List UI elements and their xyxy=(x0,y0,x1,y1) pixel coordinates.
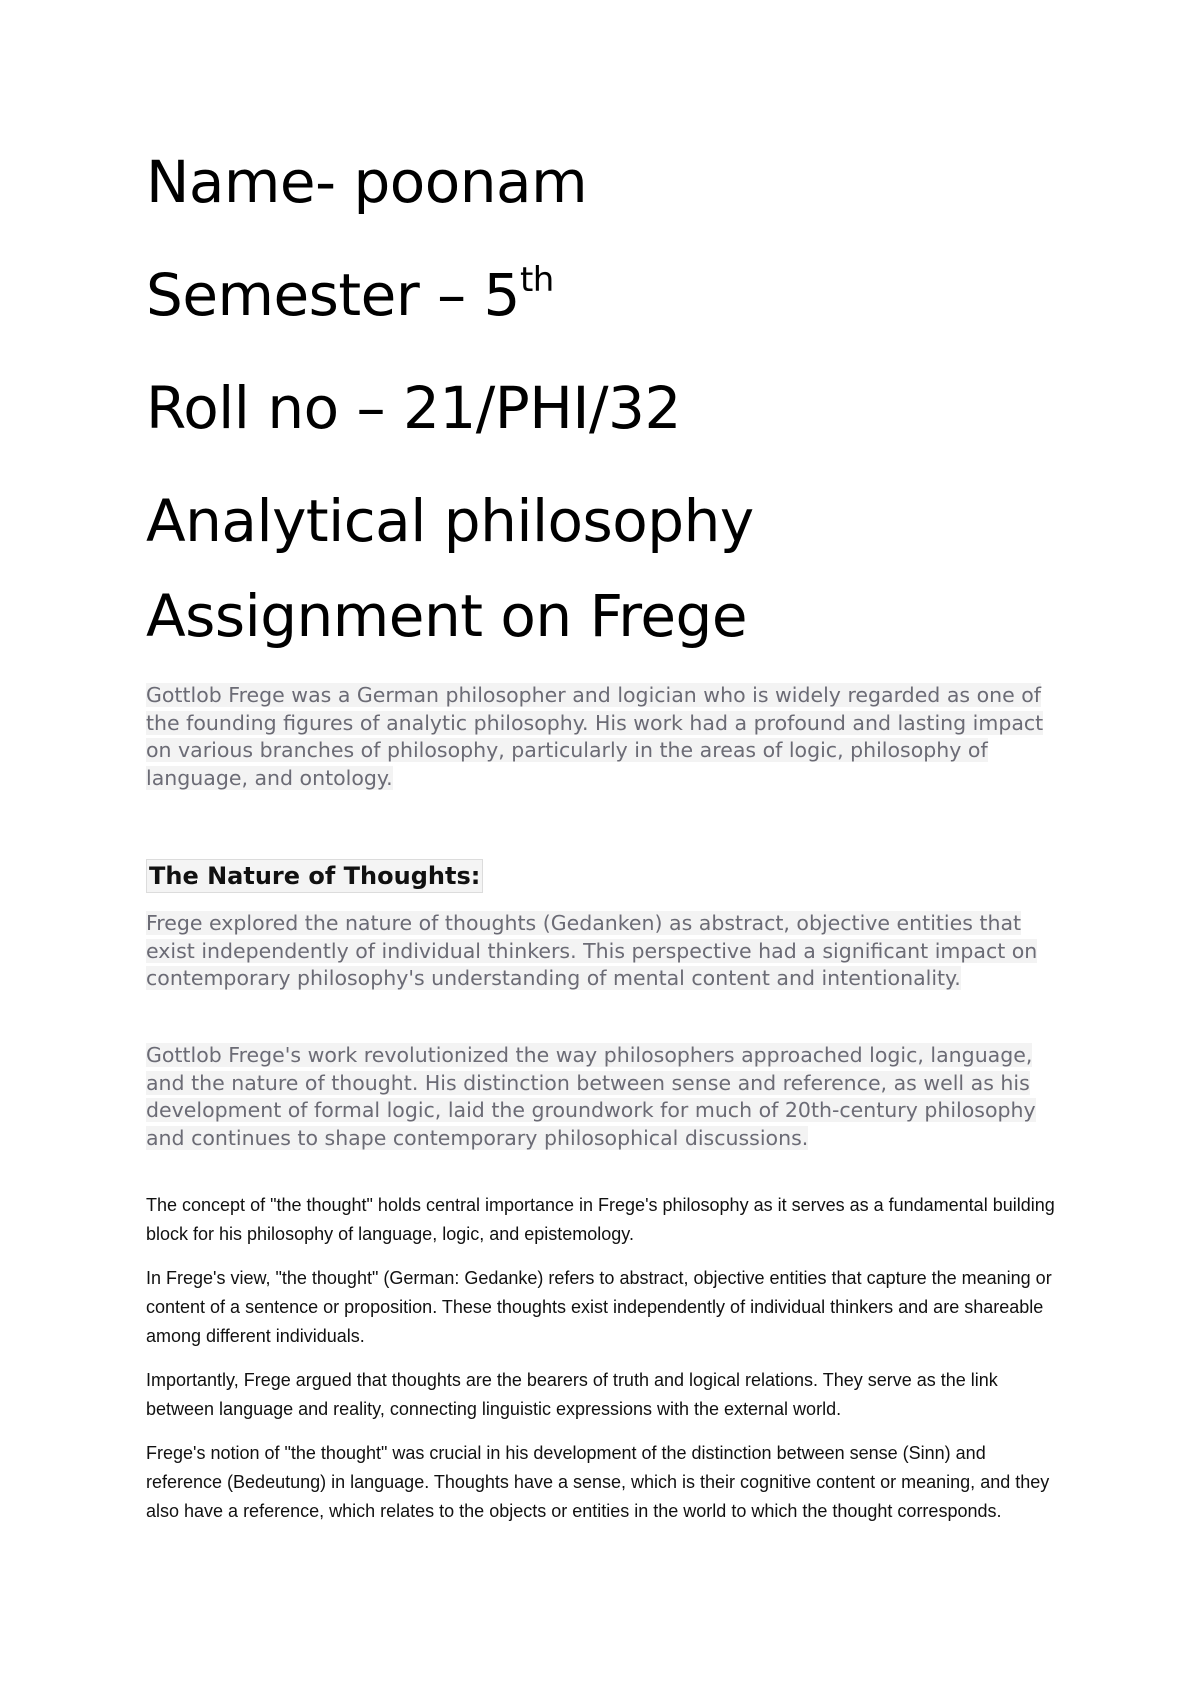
subject-title: Analytical philosophy xyxy=(146,487,754,555)
assignment-title: Assignment on Frege xyxy=(146,582,748,650)
student-name: Name- poonam xyxy=(146,148,588,216)
body-paragraph: The concept of "the thought" holds central importance in Frege's philosophy as it serves as a fundamental building block for his philosophy of language, logic, and epistemology. xyxy=(146,1195,1055,1244)
semester-line xyxy=(146,260,554,329)
intro-paragraph-text: Gottlob Frege was a German philosopher and logician who is widely regarded as one of the founding figures of analytic philosophy. His work had a profound and lasting impact on various branches of philosophy, particularly in the areas of logic, philosophy of language, and ontology. xyxy=(146,683,1044,790)
body-paragraph: In Frege's view, "the thought" (German: Gedanke) refers to abstract, objective entities that capture the meaning or content of a sentence or proposition. These thoughts exist independently of individual thinkers and are shareable among different individuals. xyxy=(146,1268,1052,1346)
section-heading: The Nature of Thoughts: xyxy=(146,859,483,893)
intro-paragraph xyxy=(146,682,1066,792)
semester-text: Semester – 5 xyxy=(146,261,520,329)
section-paragraph-2-text: Gottlob Frege's work revolutionized the way philosophers approached logic, language, and the nature of thought. His distinction between sense and reference, as well as his development of formal logic, laid the groundwork for much of 20th-century philosophy and continues to shape contemporary philosophical discussions. xyxy=(146,1043,1036,1150)
section-paragraph-1 xyxy=(146,910,1066,993)
roll-number: Roll no – 21/PHI/32 xyxy=(146,374,681,442)
body-paragraph: Frege's notion of "the thought" was crucial in his development of the distinction between sense (Sinn) and reference (Bedeutung) in language. Thoughts have a sense, which is their cognitive content or meaning, and they also have a reference, which relates to the objects or entities in the world to which the thought corresponds. xyxy=(146,1443,1050,1521)
semester-ordinal-suffix: th xyxy=(519,260,554,300)
body-paragraph: Importantly, Frege argued that thoughts are the bearers of truth and logical relations. They serve as the link between language and reality, connecting linguistic expressions with the external world. xyxy=(146,1370,998,1419)
section-paragraph-2 xyxy=(146,1042,1066,1152)
section-paragraph-1-text: Frege explored the nature of thoughts (Gedanken) as abstract, objective entities that exist independently of individual thinkers. This perspective had a significant impact on contemporary philosophy's understanding of mental content and intentionality. xyxy=(146,911,1038,990)
